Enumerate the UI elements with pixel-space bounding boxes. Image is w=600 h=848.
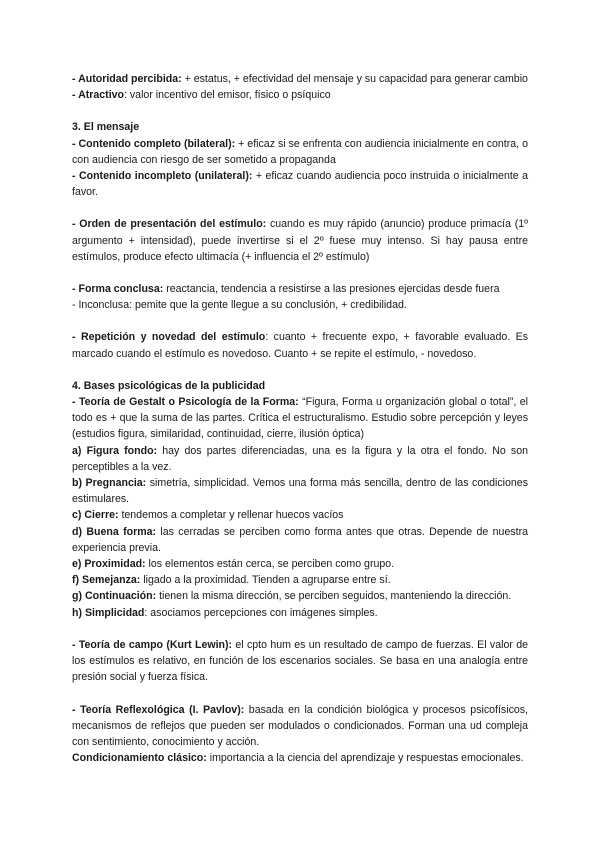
contenido-completo: - Contenido completo (bilateral): + eficaz si se enfrenta con audiencia inicialmente en contra, o con audiencia con riesgo de ser sometido a propaganda (72, 137, 528, 166)
section-heading-mensaje: 3. El mensaje (72, 121, 140, 134)
ley-continuacion: g) Continuación: tienen la misma dirección, se perciben seguidos, manteniendo la dirección. (72, 590, 512, 603)
teoria-campo: - Teoría de campo (Kurt Lewin): el cpto hum es un resultado de campo de fuerzas. El valor de los estímulos es relativo, en función de los escenarios sociales. Se basa en una analogía entre presión social y fuerza física. (72, 638, 528, 684)
orden-presentacion: - Orden de presentación del estímulo: cuando es muy rápido (anuncio) produce primacía (1º argumento + intensidad), puede invertirse si el 2º fuese muy intenso. Si hay pausa entre estímulos, produce efecto ultimacía (+ influencia el 2º estímulo) (72, 218, 529, 263)
ley-figura-fondo: a) Figura fondo: hay dos partes diferenciadas, una es la figura y la otra el fondo. No son perceptibles a la vez. (72, 444, 528, 473)
teoria-gestalt: - Teoría de Gestalt o Psicología de la Forma: “Figura, Forma u organización global o total”, el todo es + que la suma de las partes. Crítica el estructuralismo. Estudio sobre percepción y leyes (estudios figura, similaridad, continuidad, cierre, ilusión óptica) (72, 396, 528, 441)
ley-cierre: c) Cierre: tendemos a completar y rellenar huecos vacíos (72, 509, 344, 522)
teoria-reflexologica: - Teoría Reflexológica (I. Pavlov): basada en la condición biológica y procesos psicofísicos, mecanismos de reflejos que pueden ser modulados o condicionados. Forman una ud compleja con sentimiento, conocimiento y acción. (72, 703, 529, 748)
ley-simplicidad: h) Simplicidad: asociamos percepciones con imágenes simples. (72, 606, 378, 619)
contenido-incompleto: - Contenido incompleto (unilateral): + eficaz cuando audiencia poco instruida o inicialmente a favor. (72, 170, 528, 199)
fuente-item-autoridad: - Autoridad percibida: + estatus, + efectividad del mensaje y su capacidad para generar cambio (72, 73, 528, 85)
section-heading-bases: 4. Bases psicológicas de la publicidad (72, 379, 266, 392)
fuente-item-atractivo: - Atractivo: valor incentivo del emisor, físico o psíquico (72, 89, 331, 102)
ley-semejanza: f) Semejanza: ligado a la proximidad. Tienden a agruparse entre sí. (72, 574, 391, 587)
document-page (72, 71, 528, 766)
forma-conclusa: - Forma conclusa: reactancia, tendencia a resistirse a las presiones ejercidas desde fuera (72, 283, 500, 296)
forma-inconclusa: - Inconclusa: pemite que la gente llegue a su conclusión, + credibilidad. (72, 299, 407, 312)
ley-proximidad: e) Proximidad: los elementos están cerca, se perciben como grupo. (72, 558, 395, 571)
ley-pregnancia: b) Pregnancia: simetría, simplicidad. Vemos una forma más sencilla, dentro de las condiciones estimulares. (72, 477, 528, 506)
repeticion-novedad: - Repetición y novedad del estímulo: cuanto + frecuente expo, + favorable evaluado. Es marcado cuando el estímulo es novedoso. Cuanto + se repite el estímulo, - novedoso. (72, 331, 528, 360)
condicionamiento-clasico: Condicionamiento clásico: importancia a la ciencia del aprendizaje y respuestas emocionales. (72, 752, 524, 765)
ley-buena-forma: d) Buena forma: las cerradas se perciben como forma antes que otras. Depende de nuestra experiencia previa. (72, 525, 529, 554)
